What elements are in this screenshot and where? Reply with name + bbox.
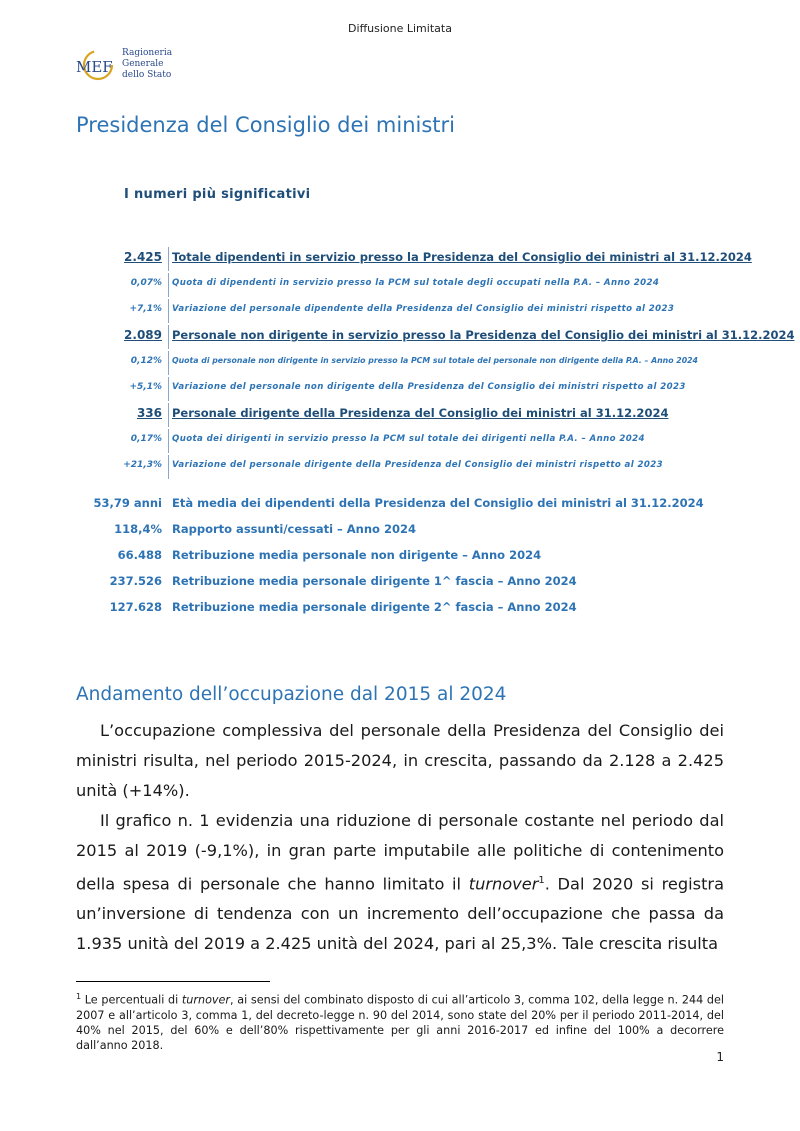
stat-divider	[168, 377, 169, 401]
stat-description: Quota dei dirigenti in servizio presso la PCM sul totale dei dirigenti nella P.A. – Anno 2024	[172, 434, 645, 444]
stat-divider	[168, 299, 169, 323]
footnote	[76, 989, 724, 1053]
stat-description: Variazione del personale dipendente della Presidenza del Consiglio dei ministri rispetto al 2023	[172, 304, 675, 314]
stat-value: 2.089	[124, 328, 162, 342]
logo-line: Generale	[122, 59, 164, 69]
footnote-separator	[76, 981, 270, 982]
page-title: Presidenza del Consiglio dei ministri	[76, 113, 456, 137]
stat-value: 0,07%	[130, 278, 162, 288]
stat-divider	[168, 247, 169, 271]
stat-value: 0,17%	[130, 434, 162, 444]
stat-description: Retribuzione media personale dirigente 1^ fascia – Anno 2024	[172, 574, 577, 588]
logo-text	[122, 48, 172, 81]
stat-value: 0,12%	[130, 356, 162, 366]
stat-divider	[168, 403, 169, 427]
stat-value: +21,3%	[123, 460, 162, 470]
stat-description: Retribuzione media personale non dirigente – Anno 2024	[172, 548, 542, 562]
stat-description: Personale non dirigente in servizio presso la Presidenza del Consiglio dei ministri al 31.12.2024	[172, 328, 795, 342]
stat-value: 2.425	[124, 250, 162, 264]
stat-value: +5,1%	[129, 382, 162, 392]
section-heading: Andamento dell’occupazione dal 2015 al 2024	[76, 684, 507, 705]
header-note: Diffusione Limitata	[348, 22, 452, 35]
stat-row	[76, 454, 776, 480]
stat-description: Quota di personale non dirigente in servizio presso la PCM sul totale del personale non dirigente della P.A. – Anno 2024	[172, 356, 698, 365]
footnote-text: , ai sensi del combinato disposto di cui all’articolo 3, comma 102, della legge n. 244 del 2007 e all’articolo 3, comma 1, del decreto-legge n. 90 del 2014, sono state del 20% per il periodo 2011-2014, del 40% nel 2015, del 60% e dell’80% rispettivamente per gli anni 2016-2017 ed infine del 100% a decorrere dall’anno 2018.	[76, 993, 724, 1052]
stat-value: 336	[136, 406, 162, 420]
stat-row	[76, 518, 776, 544]
paragraph	[76, 806, 724, 959]
footnote-reference[interactable]: 1	[538, 875, 545, 886]
mef-logo	[76, 45, 176, 85]
stat-row	[76, 428, 776, 454]
stat-row	[76, 402, 776, 428]
mef-logo-mark	[76, 48, 114, 82]
stat-row	[76, 324, 795, 350]
stat-description: Retribuzione media personale dirigente 2^ fascia – Anno 2024	[172, 600, 577, 614]
stats-spacer	[76, 480, 776, 492]
stat-row	[76, 298, 776, 324]
stat-divider	[168, 325, 169, 349]
stat-value: 53,79 anni	[93, 496, 162, 510]
stat-row	[76, 544, 776, 570]
stat-value: +7,1%	[129, 304, 162, 314]
stat-divider	[168, 273, 169, 297]
stat-description: Variazione del personale dirigente della Presidenza del Consiglio dei ministri rispetto al 2023	[172, 460, 663, 470]
stat-divider	[168, 455, 169, 479]
stat-description: Totale dipendenti in servizio presso la Presidenza del Consiglio dei ministri al 31.12.2024	[172, 250, 752, 264]
stat-value: 66.488	[117, 548, 162, 562]
stat-row	[76, 570, 776, 596]
stat-value: 237.526	[109, 574, 162, 588]
logo-line: Ragioneria	[122, 48, 173, 58]
paragraph: L’occupazione complessiva del personale della Presidenza del Consiglio dei ministri risulta, nel periodo 2015-2024, in crescita, passando da 2.128 a 2.425 unità (+14%).	[76, 721, 724, 800]
paragraph-text: . Dal 2020 si registra un’inversione di tendenza con un incremento dell’occupazione che passa da 1.935 unità del 2019 a 2.425 unità del 2024, pari al 25,3%. Tale crescita risulta	[76, 874, 724, 954]
footnote-text: Le percentuali di	[81, 993, 182, 1007]
stat-description: Quota di dipendenti in servizio presso la PCM sul totale degli occupati nella P.A. – Anno 2024	[172, 278, 660, 288]
stat-description: Variazione del personale non dirigente della Presidenza del Consiglio dei ministri rispetto al 2023	[172, 382, 686, 392]
stat-row	[76, 246, 776, 272]
footnote-marker: 1	[76, 992, 82, 1001]
stat-description: Rapporto assunti/cessati – Anno 2024	[172, 522, 416, 536]
stat-row	[76, 350, 776, 376]
page-number: 1	[716, 1050, 724, 1064]
body-text	[76, 716, 724, 959]
stat-description: Personale dirigente della Presidenza del Consiglio dei ministri al 31.12.2024	[172, 406, 669, 420]
italic-term: turnover	[181, 993, 231, 1007]
italic-term: turnover	[468, 874, 539, 894]
stat-value: 127.628	[109, 600, 162, 614]
logo-mark-text: MEF	[76, 58, 113, 76]
stat-row	[76, 272, 776, 298]
stat-divider	[168, 429, 169, 453]
section-subtitle: I numeri più significativi	[124, 187, 311, 202]
stat-row	[76, 492, 776, 518]
stat-row	[76, 596, 776, 622]
key-figures	[76, 246, 795, 622]
stat-divider	[168, 351, 169, 375]
stat-description: Età media dei dipendenti della Presidenza del Consiglio dei ministri al 31.12.2024	[172, 496, 704, 510]
stat-value: 118,4%	[114, 522, 162, 536]
stat-row	[76, 376, 776, 402]
paragraph-text: Il grafico n. 1 evidenzia una riduzione di personale costante nel periodo dal 2015 al 2019 (-9,1%), in gran parte imputabile alle politiche di contenimento della spesa di personale che hanno limitato il	[76, 811, 724, 894]
logo-line: dello Stato	[122, 70, 172, 80]
